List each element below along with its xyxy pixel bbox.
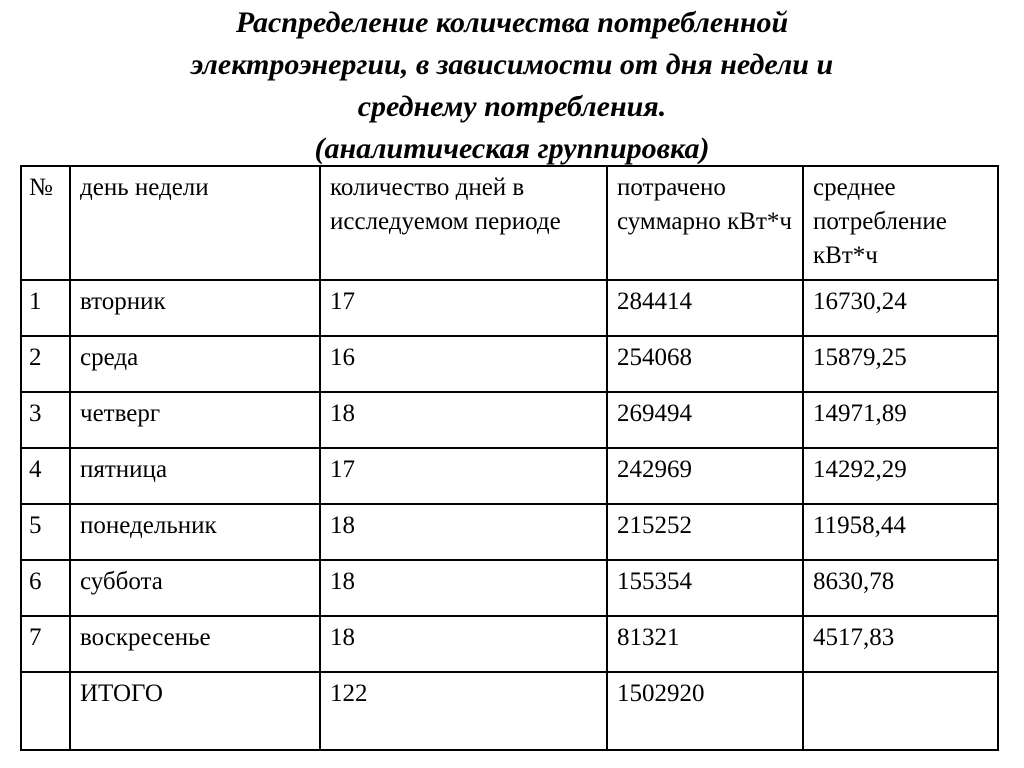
cell-number: 1 [21, 280, 70, 336]
cell-weekday: вторник [70, 280, 320, 336]
table-row [21, 336, 998, 392]
page-title [0, 2, 1024, 170]
total-days-count: 122 [320, 672, 607, 750]
table-header-row [21, 166, 998, 280]
cell-average-consumption: 15879,25 [803, 336, 998, 392]
table-body [21, 166, 998, 750]
cell-weekday: среда [70, 336, 320, 392]
cell-average-consumption: 14292,29 [803, 448, 998, 504]
table-row [21, 504, 998, 560]
cell-number: 7 [21, 616, 70, 672]
table-row [21, 616, 998, 672]
cell-number: 3 [21, 392, 70, 448]
cell-total-consumed: 155354 [607, 560, 803, 616]
total-label: ИТОГО [70, 672, 320, 750]
cell-number: 4 [21, 448, 70, 504]
cell-weekday: пятница [70, 448, 320, 504]
cell-total-consumed: 269494 [607, 392, 803, 448]
cell-days-count: 18 [320, 392, 607, 448]
cell-average-consumption: 14971,89 [803, 392, 998, 448]
cell-average-consumption: 4517,83 [803, 616, 998, 672]
cell-days-count: 18 [320, 560, 607, 616]
table-row [21, 448, 998, 504]
cell-average-consumption: 11958,44 [803, 504, 998, 560]
header-average-consumption: среднее потребление кВт*ч [803, 166, 998, 280]
title-line: электроэнергии, в зависимости от дня недели и [190, 48, 834, 81]
cell-total-consumed: 215252 [607, 504, 803, 560]
total-number-cell [21, 672, 70, 750]
cell-number: 6 [21, 560, 70, 616]
total-average-cell [803, 672, 998, 750]
cell-days-count: 18 [320, 504, 607, 560]
cell-total-consumed: 81321 [607, 616, 803, 672]
title-line: среднему потребления. [357, 90, 667, 123]
cell-total-consumed: 254068 [607, 336, 803, 392]
cell-number: 2 [21, 336, 70, 392]
cell-average-consumption: 8630,78 [803, 560, 998, 616]
cell-days-count: 16 [320, 336, 607, 392]
cell-number: 5 [21, 504, 70, 560]
table-row [21, 392, 998, 448]
cell-weekday: воскресенье [70, 616, 320, 672]
cell-weekday: четверг [70, 392, 320, 448]
cell-weekday: суббота [70, 560, 320, 616]
cell-total-consumed: 242969 [607, 448, 803, 504]
title-line: Распределение количества потребленной [235, 6, 789, 39]
cell-total-consumed: 284414 [607, 280, 803, 336]
table-row [21, 560, 998, 616]
header-total-consumed: потрачено суммарно кВт*ч [607, 166, 803, 280]
cell-weekday: понедельник [70, 504, 320, 560]
cell-days-count: 17 [320, 448, 607, 504]
cell-average-consumption: 16730,24 [803, 280, 998, 336]
cell-days-count: 18 [320, 616, 607, 672]
consumption-table [20, 165, 999, 751]
header-weekday: день недели [70, 166, 320, 280]
table-total-row [21, 672, 998, 750]
table-row [21, 280, 998, 336]
title-line: (аналитическая группировка) [314, 132, 710, 165]
cell-days-count: 17 [320, 280, 607, 336]
header-number: № [21, 166, 70, 280]
header-days-count: количество дней в исследуемом периоде [320, 166, 607, 280]
total-consumed: 1502920 [607, 672, 803, 750]
